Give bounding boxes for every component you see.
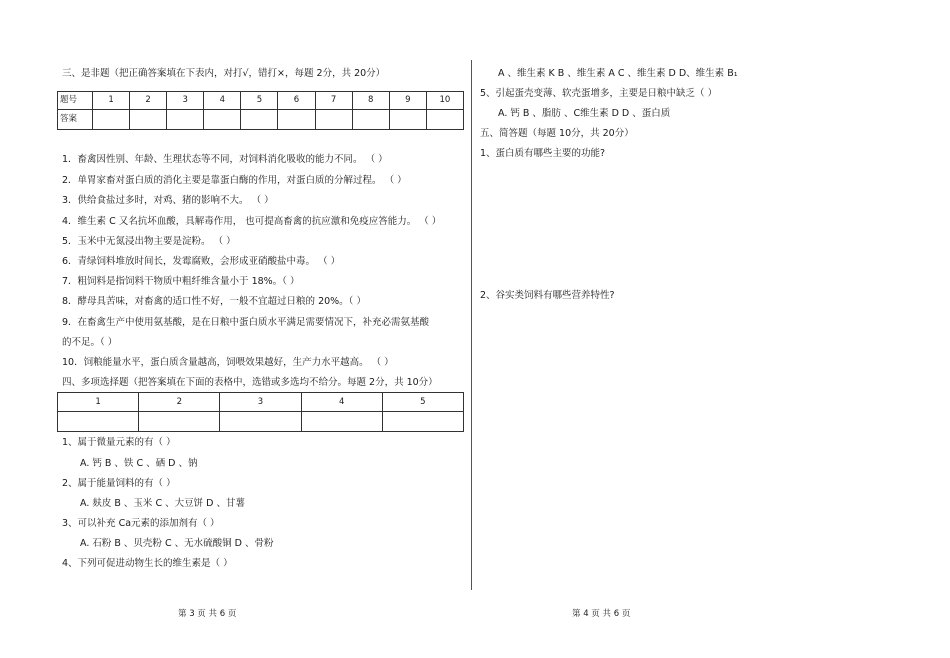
mc-number-row xyxy=(58,393,464,412)
tf-number-cell: 1 xyxy=(93,92,130,110)
section4-title: 四、多项选择题（把答案填在下面的表格中，选错或多选均不给分。每题 2分，共 10分） xyxy=(62,377,438,388)
mc-question: 3、可以补充 Ca元素的添加剂有（ ） xyxy=(62,518,220,529)
tf-answer-cell[interactable] xyxy=(130,110,167,130)
mc-question: 2、属于能量饲料的有（ ） xyxy=(62,478,176,489)
mc-options: A 、维生素 K B 、维生素 A C 、维生素 D D、维生素 B₁ xyxy=(498,68,738,79)
tf-item: 6．青绿饲料堆放时间长，发霉腐败，会形成亚硝酸盐中毒。 （ ） xyxy=(62,256,341,267)
tf-answer-cell[interactable] xyxy=(167,110,204,130)
tf-number-cell: 7 xyxy=(315,92,352,110)
tf-answer-cell[interactable] xyxy=(352,110,389,130)
tf-item: 1．畜禽因性别、年龄、生理状态等不同，对饲料消化吸收的能力不同。 （ ） xyxy=(62,154,388,165)
row-label-number: 题号 xyxy=(58,92,93,110)
tf-item: 9．在畜禽生产中使用氨基酸，是在日粮中蛋白质水平满足需要情况下，补充必需氨基酸 xyxy=(62,317,430,328)
row-label-answer: 答案 xyxy=(58,110,93,130)
tf-number-cell: 4 xyxy=(204,92,241,110)
mc-options: A. 钙 B 、铁 C 、硒 D 、钠 xyxy=(80,458,198,469)
tf-answer-cell[interactable] xyxy=(241,110,278,130)
mc-answer-cell[interactable] xyxy=(58,412,139,432)
mc-answer-cell[interactable] xyxy=(220,412,301,432)
section5-title: 五、简答题（每题 10分，共 20分） xyxy=(480,128,634,139)
tf-item: 7．粗饲料是指饲料干物质中粗纤维含量小于 18%。（ ） xyxy=(62,276,300,287)
tf-item: 4．维生素 C 又名抗坏血酸，具解毒作用， 也可提高畜禽的抗应激和免疫应答能力。 （ ） xyxy=(62,216,442,227)
tf-number-row xyxy=(58,92,464,110)
short-answer-question: 1、蛋白质有哪些主要的功能? xyxy=(480,148,606,159)
tf-number-cell: 8 xyxy=(352,92,389,110)
tf-number-cell: 6 xyxy=(278,92,315,110)
tf-item: 3．供给食盐过多时，对鸡、猪的影响不大。 （ ） xyxy=(62,195,274,206)
mc-options: A. 石粉 B 、贝壳粉 C 、无水硫酸铜 D 、骨粉 xyxy=(80,538,274,549)
page-footer-right: 第 4 页 共 6 页 xyxy=(572,609,631,619)
multiple-choice-answer-table xyxy=(57,392,464,432)
mc-question: 4、下列可促进动物生长的维生素是（ ） xyxy=(62,558,233,569)
tf-number-cell: 5 xyxy=(241,92,278,110)
mc-number-cell: 5 xyxy=(382,393,463,412)
tf-item: 10．饲粮能量水平，蛋白质含量越高，饲喂效果越好，生产力水平越高。 （ ） xyxy=(62,357,394,368)
tf-number-cell: 10 xyxy=(426,92,463,110)
mc-number-cell: 3 xyxy=(220,393,301,412)
column-divider xyxy=(471,60,472,590)
tf-number-cell: 9 xyxy=(389,92,426,110)
tf-answer-cell[interactable] xyxy=(93,110,130,130)
mc-question: 1、属于微量元素的有（ ） xyxy=(62,437,176,448)
mc-number-cell: 4 xyxy=(301,393,382,412)
tf-answer-cell[interactable] xyxy=(278,110,315,130)
mc-answer-cell[interactable] xyxy=(301,412,382,432)
tf-answer-cell[interactable] xyxy=(315,110,352,130)
mc-options: A. 麸皮 B 、玉米 C 、大豆饼 D 、甘薯 xyxy=(80,498,245,509)
tf-answer-cell[interactable] xyxy=(426,110,463,130)
mc-number-cell: 2 xyxy=(139,393,220,412)
mc-question: 5、引起蛋壳变薄、软壳蛋增多，主要是日粮中缺乏（ ） xyxy=(480,88,718,99)
tf-number-cell: 3 xyxy=(167,92,204,110)
mc-answer-row xyxy=(58,412,464,432)
short-answer-question: 2、谷实类饲料有哪些营养特性? xyxy=(480,290,615,301)
mc-answer-cell[interactable] xyxy=(139,412,220,432)
mc-number-cell: 1 xyxy=(58,393,139,412)
section3-title: 三、是非题（把正确答案填在下表内，对打√，错打×，每题 2分，共 20分） xyxy=(62,68,386,79)
page-footer-left: 第 3 页 共 6 页 xyxy=(178,609,237,619)
tf-item: 5．玉米中无氮浸出物主要是淀粉。 （ ） xyxy=(62,236,236,247)
true-false-answer-table xyxy=(57,91,464,130)
mc-options: A. 钙 B 、脂肪 、C维生素 D D 、蛋白质 xyxy=(498,108,671,119)
tf-answer-cell[interactable] xyxy=(389,110,426,130)
tf-item: 2．单胃家畜对蛋白质的消化主要是靠蛋白酶的作用，对蛋白质的分解过程。 （ ） xyxy=(62,175,407,186)
tf-number-cell: 2 xyxy=(130,92,167,110)
tf-item: 8．酵母具苦味，对畜禽的适口性不好，一般不宜超过日粮的 20%。（ ） xyxy=(62,296,366,307)
tf-item-continuation: 的不足。（ ） xyxy=(62,337,118,348)
mc-answer-cell[interactable] xyxy=(382,412,463,432)
tf-answer-cell[interactable] xyxy=(204,110,241,130)
tf-answer-row xyxy=(58,110,464,130)
